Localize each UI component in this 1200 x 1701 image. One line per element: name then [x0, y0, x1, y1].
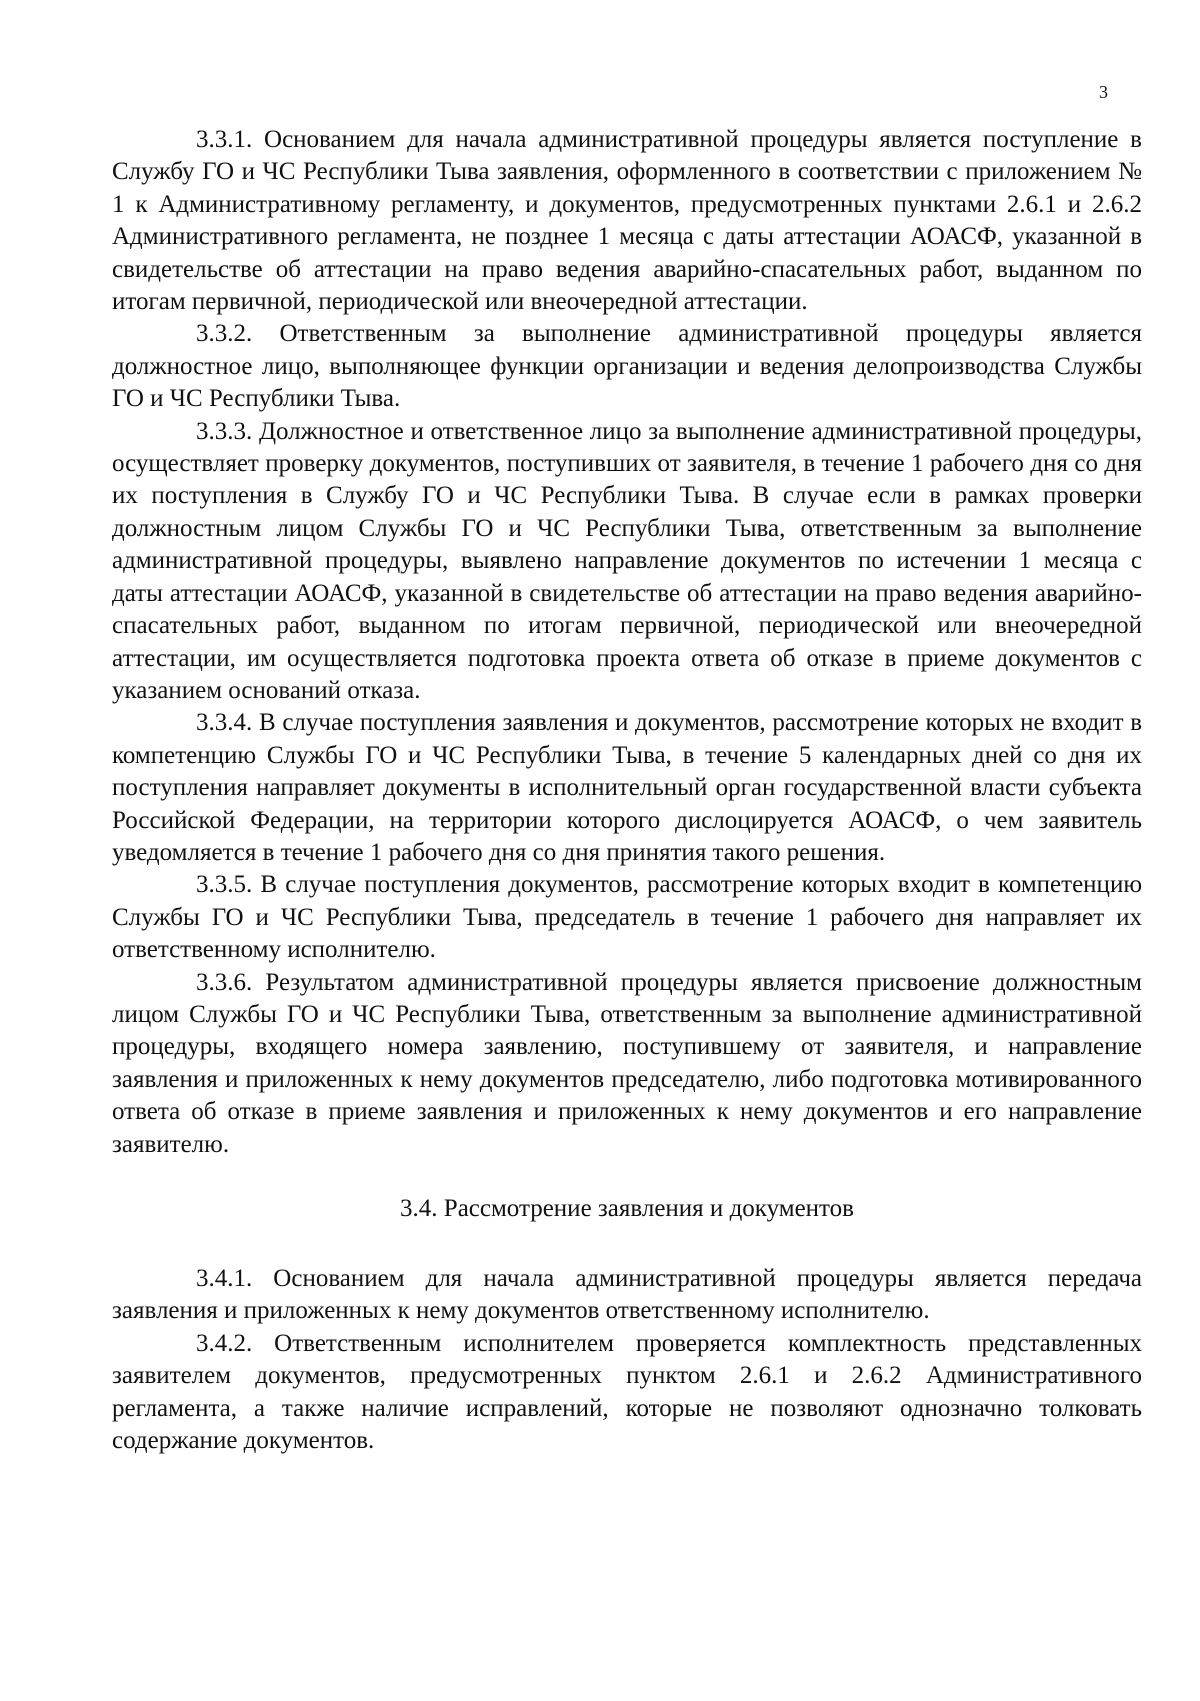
section-heading: 3.4. Рассмотрение заявления и документов	[400, 1195, 854, 1222]
paragraph-3-3-4: 3.3.4. В случае поступления заявления и документов, рассмотрение которых не входит в компетенцию Службы ГО и ЧС Республики Тыва, в течение 5 календарных дней со дня их поступления направляет документы в исполнительный орган государственной власти субъекта Российской Федерации, на территории которого дислоцируется АОАСФ, о чем заявитель уведомляется в течение 1 рабочего дня со дня принятия такого решения.	[112, 709, 1142, 866]
paragraph-3-3-3: 3.3.3. Должностное и ответственное лицо за выполнение административной процедуры, осуществляет проверку документов, поступивших от заявителя, в течение 1 рабочего дня со дня их поступления в Службу ГО и ЧС Республики Тыва. В случае если в рамках проверки должностным лицом Службы ГО и ЧС Республики Тыва, ответственным за выполнение административной процедуры, выявлено направление документов по истечении 1 месяца с даты аттестации АОАСФ, указанной в свидетельстве об аттестации на право ведения аварийно-спасательных работ, выданном по итогам первичной, периодической или внеочередной аттестации, им осуществляется подготовка проекта ответа об отказе в приеме документов с указанием оснований отказа.	[112, 417, 1142, 704]
paragraph-3-3-1: 3.3.1. Основанием для начала административной процедуры является поступление в Службу ГО и ЧС Республики Тыва заявления, оформленного в соответствии с приложением № 1 к Административному регламенту, и документов, предусмотренных пунктами 2.6.1 и 2.6.2 Административного регламента, не позднее 1 месяца с даты аттестации АОАСФ, указанной в свидетельстве об аттестации на право ведения аварийно-спасательных работ, выданном по итогам первичной, периодической или внеочередной аттестации.	[112, 126, 1142, 316]
page-number: 3	[1099, 82, 1108, 102]
paragraph-3-3-6: 3.3.6. Результатом административной процедуры является присвоение должностным лицом Службы ГО и ЧС Республики Тыва, ответственным за выполнение административной процедуры, входящего номера заявлению, поступившему от заявителя, и направление заявления и приложенных к нему документов председателю, либо подготовка мотивированного ответа об отказе в приеме заявления и приложенных к нему документов и его направление заявителю.	[112, 968, 1142, 1158]
paragraph-3-3-5: 3.3.5. В случае поступления документов, рассмотрение которых входит в компетенцию Службы ГО и ЧС Республики Тыва, председатель в течение 1 рабочего дня направляет их ответственному исполнителю.	[112, 871, 1142, 964]
paragraph-3-4-1: 3.4.1. Основанием для начала административной процедуры является передача заявления и приложенных к нему документов ответственному исполнителю.	[112, 1265, 1142, 1325]
paragraph-3-4-2: 3.4.2. Ответственным исполнителем проверяется комплектность представленных заявителем документов, предусмотренных пунктом 2.6.1 и 2.6.2 Административного регламента, а также наличие исправлений, которые не позволяют однозначно толковать содержание документов.	[112, 1329, 1142, 1455]
paragraph-3-3-2: 3.3.2. Ответственным за выполнение административной процедуры является должностное лицо, выполняющее функции организации и ведения делопроизводства Службы ГО и ЧС Республики Тыва.	[112, 320, 1142, 413]
document-body	[112, 124, 1142, 1457]
